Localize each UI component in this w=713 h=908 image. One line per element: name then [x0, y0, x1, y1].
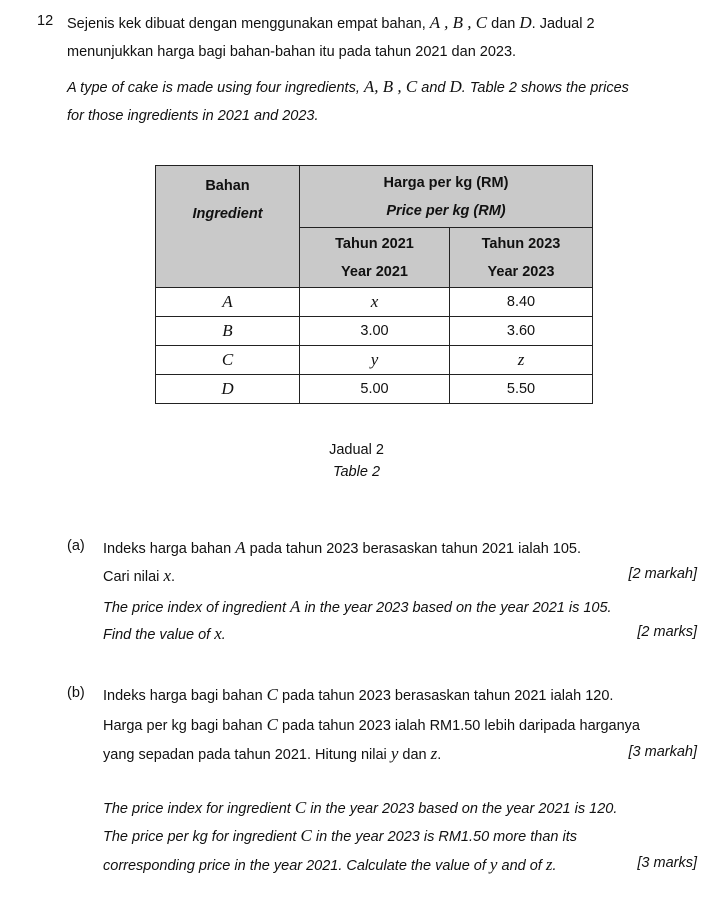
table-caption-english: Table 2	[332, 464, 381, 480]
price-2021-cell: 5.00	[300, 375, 450, 404]
part-b-english-line-3: corresponding price in the year 2021. Calculate the value of y and of z.	[103, 855, 557, 874]
ingredient-cell: B	[156, 317, 300, 346]
intro-english-line-1: A type of cake is made using four ingredients, A, B , C and D. Table 2 shows the prices	[67, 77, 629, 96]
price-2023-cell: 5.50	[450, 375, 593, 404]
table-caption-malay: Jadual 2	[329, 442, 384, 458]
price-table	[155, 165, 593, 404]
part-b-marks-english: [3 marks]	[637, 855, 697, 871]
intro-english-line-2: for those ingredients in 2021 and 2023.	[67, 108, 319, 124]
year-2023-header: Tahun 2023 Year 2023	[450, 228, 593, 288]
part-b-marks-malay: [3 markah]	[628, 744, 697, 760]
part-a-label: (a)	[67, 538, 85, 554]
part-a-english-line-2: Find the value of x.	[103, 624, 226, 643]
price-2021-cell: 3.00	[300, 317, 450, 346]
ingredient-cell: D	[156, 375, 300, 404]
part-a-malay-line-1: Indeks harga bahan A pada tahun 2023 berasaskan tahun 2021 ialah 105.	[103, 538, 582, 557]
part-b-malay-line-3: yang sepadan pada tahun 2021. Hitung nilai y dan z.	[103, 744, 442, 763]
price-2021-cell: x	[300, 288, 450, 317]
question-number: 12	[37, 13, 54, 29]
table-row	[156, 317, 593, 346]
part-a-marks-malay: [2 markah]	[628, 566, 697, 582]
price-2023-cell: 8.40	[450, 288, 593, 317]
price-2023-cell: z	[450, 346, 593, 375]
part-b-english-line-2: The price per kg for ingredient C in the year 2023 is RM1.50 more than its	[103, 826, 577, 845]
part-a-english-line-1: The price index of ingredient A in the year 2023 based on the year 2021 is 105.	[103, 597, 612, 616]
intro-malay-line-1: Sejenis kek dibuat dengan menggunakan empat bahan, A , B , C dan D. Jadual 2	[67, 13, 595, 32]
year-2021-header: Tahun 2021 Year 2021	[300, 228, 450, 288]
part-b-malay-line-2: Harga per kg bagi bahan C pada tahun 2023 ialah RM1.50 lebih daripada harganya	[103, 715, 640, 734]
intro-malay-line-2: menunjukkan harga bagi bahan-bahan itu pada tahun 2021 dan 2023.	[67, 44, 517, 60]
price-2023-cell: 3.60	[450, 317, 593, 346]
part-a-malay-line-2: Cari nilai x.	[103, 566, 176, 585]
table-row	[156, 346, 593, 375]
ingredient-cell: A	[156, 288, 300, 317]
price-2021-cell: y	[300, 346, 450, 375]
part-b-english-line-1: The price index for ingredient C in the year 2023 based on the year 2021 is 120.	[103, 798, 618, 817]
price-header: Harga per kg (RM) Price per kg (RM)	[300, 166, 593, 228]
part-b-malay-line-1: Indeks harga bagi bahan C pada tahun 2023 berasaskan tahun 2021 ialah 120.	[103, 685, 614, 704]
part-a-marks-english: [2 marks]	[637, 624, 697, 640]
part-b-label: (b)	[67, 685, 85, 701]
ingredient-header: Bahan Ingredient	[156, 166, 300, 288]
table-row	[156, 375, 593, 404]
ingredient-cell: C	[156, 346, 300, 375]
table-row	[156, 288, 593, 317]
